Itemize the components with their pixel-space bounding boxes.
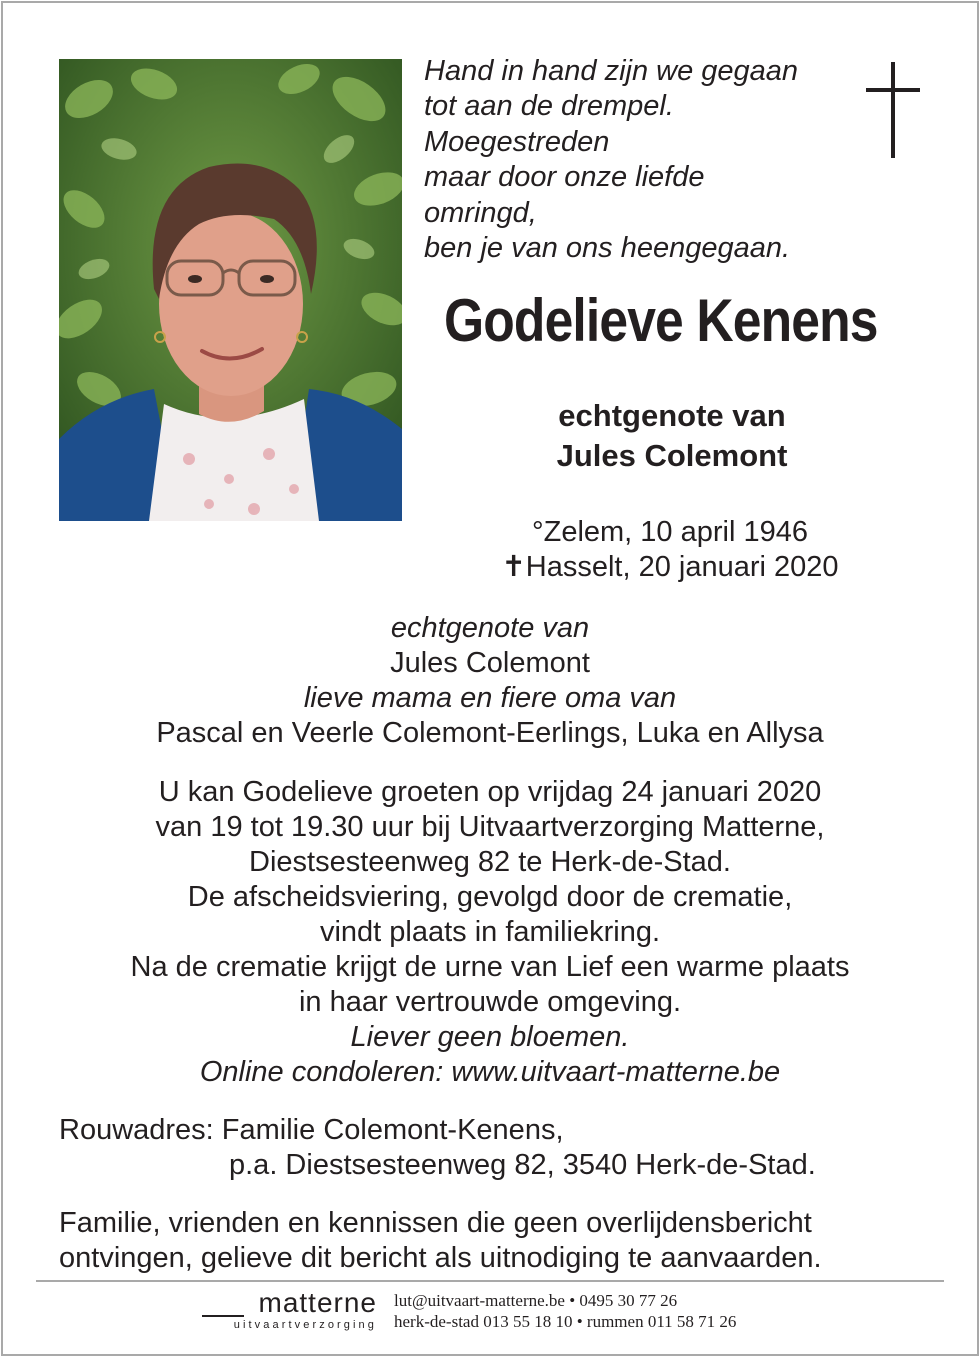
online-condolence-link[interactable]: Online condoleren: www.uitvaart-matterne.be	[199, 1056, 781, 1088]
matterne-logo	[202, 1287, 377, 1337]
spouse-name: Jules Colemont	[556, 438, 788, 473]
family-children-intro: lieve mama en fiere oma van	[303, 682, 677, 714]
deceased-name: Godelieve Kenens	[444, 287, 878, 354]
visit-line: in haar vertrouwde omgeving.	[298, 986, 682, 1018]
visit-line: Na de crematie krijgt de urne van Lief een warme plaats	[130, 951, 850, 983]
poem-line: ben je van ons heengegaan.	[424, 232, 791, 265]
poem-line: Moegestreden	[424, 125, 610, 158]
visit-line: U kan Godelieve groeten op vrijdag 24 januari 2020	[158, 776, 822, 808]
spouse-intro: echtgenote van	[558, 398, 786, 433]
address-line: Rouwadres: Familie Colemont-Kenens,	[59, 1114, 564, 1146]
poem-line: maar door onze liefde	[424, 161, 705, 194]
mourning-address	[59, 1113, 939, 1183]
contact-info	[394, 1290, 834, 1332]
address-line: p.a. Diestsesteenweg 82, 3540 Herk-de-Stad.	[229, 1149, 816, 1181]
family-section	[40, 611, 940, 751]
notice-line: Familie, vrienden en kennissen die geen overlijdensbericht	[59, 1207, 812, 1239]
family-children: Pascal en Veerle Colemont-Eerlings, Luka en Allysa	[156, 717, 824, 749]
visit-line: van 19 tot 19.30 uur bij Uitvaartverzorging Matterne,	[155, 811, 825, 843]
brand-underline	[202, 1315, 244, 1317]
contact-locations: herk-de-stad 013 55 18 10 • rummen 011 58 71 26	[394, 1312, 737, 1331]
life-dates	[470, 515, 870, 585]
spouse-heading	[440, 396, 904, 476]
visit-line: De afscheidsviering, gevolgd door de crematie,	[187, 881, 793, 913]
family-spouse-name: Jules Colemont	[390, 647, 590, 679]
brand-name: matterne	[258, 1287, 377, 1318]
birth-date: °Zelem, 10 april 1946	[532, 516, 808, 548]
visit-section	[40, 775, 940, 1090]
no-flowers-note: Liever geen bloemen.	[350, 1021, 630, 1053]
notice-text	[59, 1206, 939, 1276]
brand-subtitle: uitvaartverzorging	[233, 1319, 377, 1331]
death-date: ✝Hasselt, 20 januari 2020	[501, 551, 839, 583]
contact-email-phone[interactable]: lut@uitvaart-matterne.be • 0495 30 77 26	[394, 1291, 678, 1310]
visit-line: vindt plaats in familiekring.	[319, 916, 661, 948]
poem	[424, 54, 854, 266]
poem-line: tot aan de drempel.	[424, 90, 674, 123]
portrait-photo	[59, 59, 402, 521]
family-spouse-intro: echtgenote van	[390, 612, 590, 644]
visit-line: Diestsesteenweg 82 te Herk-de-Stad.	[249, 846, 731, 878]
cross-icon	[864, 62, 922, 160]
notice-line: ontvingen, gelieve dit bericht als uitnodiging te aanvaarden.	[59, 1242, 822, 1274]
poem-line: omringd,	[424, 196, 537, 229]
footer-divider	[36, 1280, 944, 1282]
poem-line: Hand in hand zijn we gegaan	[424, 55, 799, 87]
